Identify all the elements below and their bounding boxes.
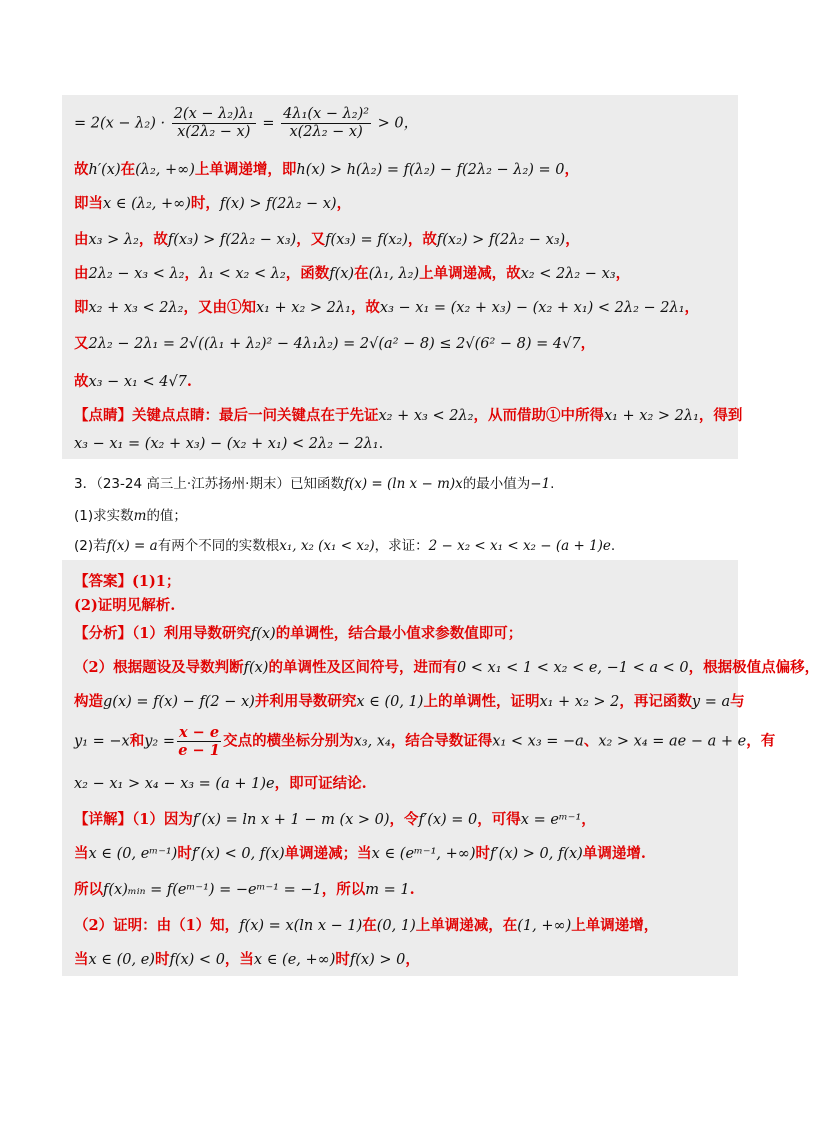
- solution-line: [74, 228, 580, 249]
- text: 【详解】（1）因为: [74, 811, 193, 828]
- text: 与: [730, 693, 745, 710]
- math: h(x) > h(λ₂) = f(λ₂) − f(2λ₂ − λ₂) = 0: [296, 162, 565, 178]
- text: ，: [615, 265, 631, 282]
- derivative-line: [74, 106, 418, 141]
- math: f(x)ₘᵢₙ = f(eᵐ⁻¹) = −eᵐ⁻¹ = −1: [103, 882, 322, 898]
- math: x₃ − x₁ = (x₂ + x₃) − (x₂ + x₁) < 2λ₂ − 2λ₁: [379, 300, 685, 316]
- math: x₁ + x₂ > 2λ₁: [603, 408, 699, 424]
- analysis-line: [74, 656, 819, 677]
- text: ，可得: [477, 811, 521, 828]
- math: h′(x): [88, 162, 121, 178]
- text: 由: [74, 265, 89, 282]
- text: .: [186, 373, 192, 390]
- math: f(x) < 0: [169, 952, 225, 968]
- math: f(x) > f(2λ₂ − x): [219, 196, 337, 212]
- math: 2 − x₂ < x₁ < x₂ − (a + 1)e: [428, 538, 611, 554]
- text: 构造: [74, 693, 103, 710]
- text: ，: [581, 811, 596, 828]
- analysis-line: [74, 724, 775, 759]
- text: 上单调递减，在: [415, 917, 518, 934]
- text: ，从而借助①中所得: [473, 407, 604, 424]
- text: (2)证明见解析.: [74, 597, 176, 614]
- math: f(x₃) = f(x₂): [325, 232, 408, 248]
- text: 有两个不同的实数根: [157, 538, 280, 554]
- math: f(x₂) > f(2λ₂ − x₃): [436, 232, 566, 248]
- math: f(x): [243, 660, 269, 676]
- question-3-part-2: [74, 534, 615, 554]
- text: ，: [580, 335, 596, 352]
- text: 时: [335, 951, 350, 968]
- text: ，再记函数: [619, 693, 692, 710]
- text: （2）证明：由（1）知，: [74, 917, 240, 934]
- math: x₃, x₄: [353, 733, 391, 750]
- math: m = 1: [365, 882, 410, 898]
- text: 的单调性及区间符号，进而有: [268, 659, 457, 676]
- math: (1, +∞): [517, 918, 572, 934]
- fraction-denominator: e − 1: [178, 742, 220, 759]
- math: (λ₁, λ₂): [368, 266, 420, 282]
- text: 的最小值为: [462, 476, 531, 492]
- fraction: [177, 724, 221, 759]
- text: ，: [565, 231, 580, 248]
- answer-line: [74, 594, 175, 615]
- fraction: [172, 106, 256, 141]
- math: x₁, x₂ (x₁ < x₂): [279, 538, 375, 554]
- text: ，即可证结论.: [274, 775, 367, 792]
- detail-line: [74, 878, 415, 899]
- text: 单调递增.: [582, 845, 646, 862]
- text: 由: [74, 231, 89, 248]
- text: 故: [74, 161, 89, 178]
- text: 单调递减；当: [284, 845, 372, 862]
- math: x₁ < x₃ = −a: [492, 733, 584, 750]
- text: ，求证：: [374, 538, 429, 554]
- math: x ∈ (eᵐ⁻¹, +∞): [371, 846, 476, 862]
- text: ，: [405, 951, 420, 968]
- text: 上单调递增，即: [194, 161, 297, 178]
- fraction-numerator: 2(x − λ₂)λ₁: [173, 106, 254, 122]
- math: λ₁ < x₂ < λ₂: [198, 266, 286, 282]
- text: 时，: [190, 195, 220, 212]
- text: 故: [74, 373, 89, 390]
- math: f(x) = (ln x − m)x: [343, 476, 463, 492]
- math: 0 < x₁ < 1 < x₂ < e, −1 < a < 0: [456, 660, 689, 676]
- text: ，故: [350, 299, 380, 316]
- text: ，: [336, 195, 352, 212]
- math: x₃ − x₁ < 4√7: [88, 374, 187, 390]
- math: y = a: [691, 694, 731, 710]
- math: x = eᵐ⁻¹: [520, 812, 582, 828]
- text: ，所以: [321, 881, 366, 898]
- text: ，故: [138, 231, 168, 248]
- expr: =: [262, 115, 275, 132]
- text: ，: [684, 299, 700, 316]
- text: ，根据极值点偏移，: [688, 659, 819, 676]
- text: ，结合导数证得: [390, 732, 493, 750]
- solution-line: [74, 158, 579, 179]
- text: ，得到: [698, 407, 743, 424]
- math: g(x) = f(x) − f(2 − x): [103, 694, 255, 710]
- text: .: [378, 436, 384, 452]
- fraction-numerator: 4λ₁(x − λ₂)²: [283, 106, 370, 122]
- detail-line: [74, 948, 420, 969]
- math: f(x) = a: [106, 538, 158, 554]
- text: 【分析】（1）利用导数研究: [74, 625, 251, 642]
- text: ，: [184, 265, 199, 282]
- text: .: [409, 881, 415, 898]
- text: 的值；: [146, 508, 187, 524]
- text: .: [610, 538, 616, 554]
- text: ，当: [224, 951, 254, 968]
- analysis-line: [74, 772, 367, 793]
- text: 【答案】(1)1；: [74, 573, 181, 590]
- text: 在: [362, 917, 377, 934]
- question-3-part-1: [74, 504, 187, 524]
- math: x₁ + x₂ > 2: [539, 694, 620, 710]
- text: ，又由①知: [183, 299, 256, 316]
- solution-line: [74, 296, 699, 317]
- math: f′(x) = 0: [418, 812, 478, 828]
- math: x ∈ (0, eᵐ⁻¹): [88, 846, 178, 862]
- fraction: [281, 106, 371, 141]
- math: 2λ₂ − x₃ < λ₂: [88, 266, 185, 282]
- math: x ∈ (λ₂, +∞): [103, 196, 191, 212]
- text: 、: [583, 732, 599, 750]
- math: −1: [530, 476, 551, 492]
- text: ，令: [389, 811, 419, 828]
- text: ，: [564, 161, 580, 178]
- text: 上单调递减，故: [419, 265, 521, 282]
- math: x ∈ (0, e): [88, 952, 155, 968]
- key-point-line: [74, 404, 742, 425]
- text: (1)求实数: [74, 508, 134, 524]
- detail-line: [74, 842, 646, 863]
- text: 在: [354, 265, 369, 282]
- math: f(x): [329, 266, 355, 282]
- expr: > 0，: [377, 115, 419, 132]
- math: (λ₂, +∞): [135, 162, 195, 178]
- text: 时: [475, 845, 490, 862]
- text: 上单调递增，: [571, 917, 659, 934]
- text: 时: [154, 951, 170, 968]
- text: ，函数: [285, 265, 330, 282]
- math: x ∈ (e, +∞): [253, 952, 336, 968]
- math: x₃ > λ₂: [88, 232, 139, 248]
- text: 和: [129, 732, 145, 750]
- text: 即当: [74, 195, 103, 212]
- solution-line: [74, 262, 630, 283]
- text: .: [550, 476, 555, 492]
- math: f(x) > 0: [349, 952, 406, 968]
- fraction-denominator: x(2λ₂ − x): [289, 124, 363, 140]
- math: (0, 1): [376, 918, 416, 934]
- math: x₂ < 2λ₂ − x₃: [520, 266, 616, 282]
- text: ，故: [407, 231, 437, 248]
- math: f(x): [250, 626, 276, 642]
- key-point-line: [74, 436, 383, 452]
- text: 【点睛】关键点点睛：最后一问关键点在于先证: [74, 407, 379, 424]
- text: ，有: [746, 732, 776, 750]
- math: f(x₃) > f(2λ₂ − x₃): [167, 232, 297, 248]
- answer-line: [74, 570, 180, 591]
- text: 当: [74, 951, 89, 968]
- math: x ∈ (0, 1): [356, 694, 424, 710]
- math: f′(x) > 0, f(x): [490, 846, 583, 862]
- solution-line: [74, 332, 595, 353]
- math: y₁ = −x: [74, 733, 130, 750]
- detail-line: [74, 808, 596, 829]
- math: f′(x) = ln x + 1 − m (x > 0): [192, 812, 390, 828]
- text: 上的单调性，证明: [423, 693, 540, 710]
- math: f(x) = x(ln x − 1): [239, 918, 363, 934]
- math: x₂ > x₄ = ae − a + e: [598, 733, 747, 750]
- math: 2λ₂ − 2λ₁ = 2√((λ₁ + λ₂)² − 4λ₁λ₂) = 2√(a² − 8) ≤ 2√(6² − 8) = 4√7: [88, 336, 581, 352]
- text: 的单调性，结合最小值求参数值即可；: [275, 625, 523, 642]
- math: f′(x) < 0, f(x): [191, 846, 285, 862]
- text: 又: [74, 335, 89, 352]
- text: 在: [120, 161, 136, 178]
- text: ，又: [296, 231, 326, 248]
- fraction-denominator: x(2λ₂ − x): [177, 124, 251, 140]
- solution-line: [74, 192, 351, 213]
- question-3-stem: [74, 472, 554, 492]
- text: 即: [74, 299, 89, 316]
- text: 交点的横坐标分别为: [223, 732, 354, 750]
- solution-line: [74, 370, 192, 391]
- text: 当: [74, 845, 89, 862]
- text: 3．（23-24 高三上·江苏扬州·期末）已知函数: [74, 476, 344, 492]
- math: x₃ − x₁ = (x₂ + x₃) − (x₂ + x₁) < 2λ₂ − 2λ₁: [74, 436, 379, 452]
- analysis-line: [74, 622, 522, 643]
- math: x₁ + x₂ > 2λ₁: [255, 300, 351, 316]
- analysis-line: [74, 690, 745, 711]
- expr: = 2(x − λ₂) ·: [74, 115, 166, 132]
- math: x₂ + x₃ < 2λ₂: [88, 300, 184, 316]
- text: 并利用导数研究: [254, 693, 357, 710]
- math: y₂ =: [144, 733, 175, 750]
- text: 所以: [74, 881, 103, 898]
- fraction-numerator: x − e: [178, 724, 220, 741]
- math: x₂ + x₃ < 2λ₂: [378, 408, 474, 424]
- math: m: [133, 508, 147, 524]
- text: （2）根据题设及导数判断: [74, 659, 244, 676]
- detail-line: [74, 914, 658, 935]
- text: 时: [177, 845, 192, 862]
- math: x₂ − x₁ > x₄ − x₃ = (a + 1)e: [74, 776, 275, 792]
- text: (2)若: [74, 538, 107, 554]
